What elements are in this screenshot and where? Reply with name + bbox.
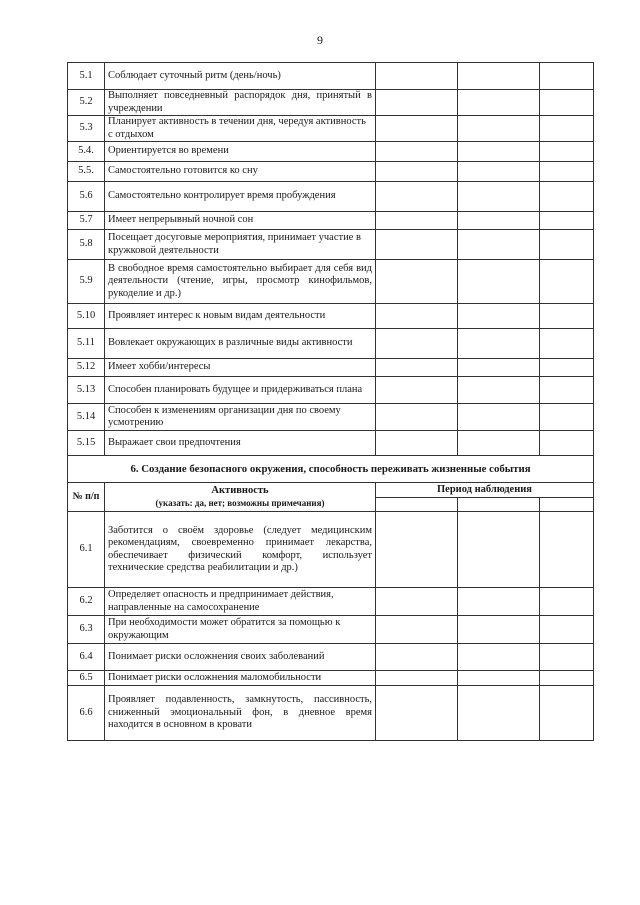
observation-cell[interactable]	[540, 671, 594, 686]
row-number: 6.1	[68, 512, 105, 588]
observation-cell[interactable]	[376, 512, 458, 588]
row-number: 6.5	[68, 671, 105, 686]
row-number: 6.3	[68, 616, 105, 644]
observation-cell[interactable]	[376, 644, 458, 671]
row-activity-text: Имеет непрерывный ночной сон	[105, 212, 376, 230]
row-number: 5.14	[68, 404, 105, 431]
observation-cell[interactable]	[540, 230, 594, 260]
observation-cell[interactable]	[540, 329, 594, 359]
table-row	[68, 588, 594, 616]
observation-cell[interactable]	[540, 304, 594, 329]
row-activity-text: Определяет опасность и предпринимает действия, направленные на самосохранение	[105, 588, 376, 616]
observation-cell[interactable]	[376, 329, 458, 359]
observation-cell[interactable]	[458, 644, 540, 671]
observation-cell[interactable]	[376, 90, 458, 116]
row-number: 6.6	[68, 686, 105, 741]
row-activity-text: Ориентируется во времени	[105, 142, 376, 162]
observation-table	[67, 62, 594, 741]
observation-cell[interactable]	[458, 142, 540, 162]
row-activity-text: Выполняет повседневный распорядок дня, принятый в учреждении	[105, 90, 376, 116]
observation-cell[interactable]	[540, 404, 594, 431]
activity-header-title: Активность	[211, 484, 269, 496]
observation-cell[interactable]	[376, 63, 458, 90]
observation-cell[interactable]	[376, 686, 458, 741]
observation-cell[interactable]	[458, 212, 540, 230]
section-5-body	[68, 63, 594, 456]
table-row	[68, 142, 594, 162]
observation-cell[interactable]	[540, 644, 594, 671]
observation-cell[interactable]	[540, 142, 594, 162]
row-number: 5.8	[68, 230, 105, 260]
table-row	[68, 404, 594, 431]
observation-cell[interactable]	[376, 162, 458, 182]
row-activity-text: Понимает риски осложнения маломобильности	[105, 671, 376, 686]
observation-cell[interactable]	[458, 671, 540, 686]
observation-cell[interactable]	[458, 616, 540, 644]
table-row	[68, 63, 594, 90]
row-number: 5.15	[68, 431, 105, 456]
observation-cell[interactable]	[458, 359, 540, 377]
observation-cell[interactable]	[458, 182, 540, 212]
period-cell	[540, 498, 594, 512]
observation-cell[interactable]	[376, 212, 458, 230]
observation-cell[interactable]	[458, 686, 540, 741]
observation-cell[interactable]	[540, 359, 594, 377]
num-header: № п/п	[68, 483, 105, 512]
table-row	[68, 377, 594, 404]
activity-header	[105, 483, 376, 512]
observation-cell[interactable]	[376, 304, 458, 329]
table-row	[68, 230, 594, 260]
observation-cell[interactable]	[540, 377, 594, 404]
table-row	[68, 260, 594, 304]
table-row	[68, 644, 594, 671]
period-cell	[458, 498, 540, 512]
row-number: 6.2	[68, 588, 105, 616]
period-header: Период наблюдения	[376, 483, 594, 498]
observation-cell[interactable]	[540, 63, 594, 90]
row-number: 5.9	[68, 260, 105, 304]
row-number: 5.2	[68, 90, 105, 116]
observation-cell[interactable]	[376, 404, 458, 431]
observation-cell[interactable]	[458, 431, 540, 456]
row-number: 5.7	[68, 212, 105, 230]
column-header-row	[68, 483, 594, 498]
observation-cell[interactable]	[376, 359, 458, 377]
observation-cell[interactable]	[458, 90, 540, 116]
row-activity-text: Самостоятельно контролирует время пробуждения	[105, 182, 376, 212]
row-activity-text: В свободное время самостоятельно выбирает для себя вид деятельности (чтение, игры, просмотр кинофильмов, рукоделие и др.)	[105, 260, 376, 304]
page-number: 9	[317, 33, 323, 47]
observation-cell[interactable]	[376, 616, 458, 644]
row-activity-text: Способен планировать будущее и придерживаться плана	[105, 377, 376, 404]
row-number: 5.4.	[68, 142, 105, 162]
table-row	[68, 116, 594, 142]
row-number: 6.4	[68, 644, 105, 671]
row-number: 5.1	[68, 63, 105, 90]
row-activity-text: Заботится о своём здоровье (следует медицинским рекомендациям, своевременно принимает лекарства, обеспечивает физический комфорт, использует технические средства реабилитации и др.)	[105, 512, 376, 588]
observation-cell[interactable]	[540, 512, 594, 588]
row-activity-text: Самостоятельно готовится ко сну	[105, 162, 376, 182]
observation-cell[interactable]	[376, 116, 458, 142]
table-row	[68, 512, 594, 588]
row-activity-text: Проявляет интерес к новым видам деятельности	[105, 304, 376, 329]
observation-cell[interactable]	[458, 404, 540, 431]
observation-cell[interactable]	[376, 230, 458, 260]
row-number: 5.3	[68, 116, 105, 142]
table-row	[68, 90, 594, 116]
row-number: 5.6	[68, 182, 105, 212]
observation-cell[interactable]	[540, 162, 594, 182]
section-6-body	[68, 512, 594, 741]
section-6-header	[68, 456, 594, 512]
row-activity-text: При необходимости может обратится за помощью к окружающим	[105, 616, 376, 644]
observation-cell[interactable]	[376, 431, 458, 456]
row-number: 5.10	[68, 304, 105, 329]
row-activity-text: Имеет хобби/интересы	[105, 359, 376, 377]
table-row	[68, 212, 594, 230]
row-activity-text: Проявляет подавленность, замкнутость, пассивность, сниженный эмоциональный фон, в дневное время находится в основном в кровати	[105, 686, 376, 741]
table-row	[68, 162, 594, 182]
table-row	[68, 359, 594, 377]
observation-cell[interactable]	[458, 377, 540, 404]
observation-cell[interactable]	[376, 377, 458, 404]
observation-cell[interactable]	[458, 63, 540, 90]
observation-cell[interactable]	[458, 116, 540, 142]
row-activity-text: Выражает свои предпочтения	[105, 431, 376, 456]
row-activity-text: Понимает риски осложнения своих заболеваний	[105, 644, 376, 671]
observation-cell[interactable]	[376, 182, 458, 212]
activity-header-subtitle: (указать: да, нет; возможны примечания)	[155, 498, 325, 508]
observation-cell[interactable]	[540, 431, 594, 456]
observation-cell[interactable]	[540, 116, 594, 142]
row-activity-text: Способен к изменениям организации дня по своему усмотрению	[105, 404, 376, 431]
table-row	[68, 304, 594, 329]
row-activity-text: Вовлекает окружающих в различные виды активности	[105, 329, 376, 359]
observation-cell[interactable]	[458, 329, 540, 359]
row-activity-text: Посещает досуговые мероприятия, принимает участие в кружковой деятельности	[105, 230, 376, 260]
observation-cell[interactable]	[376, 671, 458, 686]
row-number: 5.12	[68, 359, 105, 377]
period-cell	[376, 498, 458, 512]
table-row	[68, 182, 594, 212]
observation-cell[interactable]	[540, 212, 594, 230]
observation-cell[interactable]	[540, 686, 594, 741]
observation-cell[interactable]	[540, 90, 594, 116]
observation-cell[interactable]	[458, 260, 540, 304]
observation-cell[interactable]	[540, 182, 594, 212]
observation-cell[interactable]	[376, 260, 458, 304]
observation-cell[interactable]	[458, 304, 540, 329]
observation-cell[interactable]	[376, 142, 458, 162]
row-activity-text: Соблюдает суточный ритм (день/ночь)	[105, 63, 376, 90]
row-number: 5.13	[68, 377, 105, 404]
table-row	[68, 431, 594, 456]
observation-cell[interactable]	[458, 588, 540, 616]
row-activity-text: Планирует активность в течении дня, чередуя активность с отдыхом	[105, 116, 376, 142]
table-row	[68, 616, 594, 644]
observation-cell[interactable]	[458, 162, 540, 182]
section-6-title-row	[68, 456, 594, 483]
observation-cell[interactable]	[540, 588, 594, 616]
table-row	[68, 671, 594, 686]
observation-cell[interactable]	[540, 616, 594, 644]
table-row	[68, 686, 594, 741]
table-row	[68, 329, 594, 359]
observation-cell[interactable]	[376, 588, 458, 616]
section-6-title: 6. Создание безопасного окружения, способность переживать жизненные события	[68, 456, 594, 483]
observation-cell[interactable]	[458, 230, 540, 260]
observation-cell[interactable]	[540, 260, 594, 304]
row-number: 5.5.	[68, 162, 105, 182]
observation-cell[interactable]	[458, 512, 540, 588]
row-number: 5.11	[68, 329, 105, 359]
